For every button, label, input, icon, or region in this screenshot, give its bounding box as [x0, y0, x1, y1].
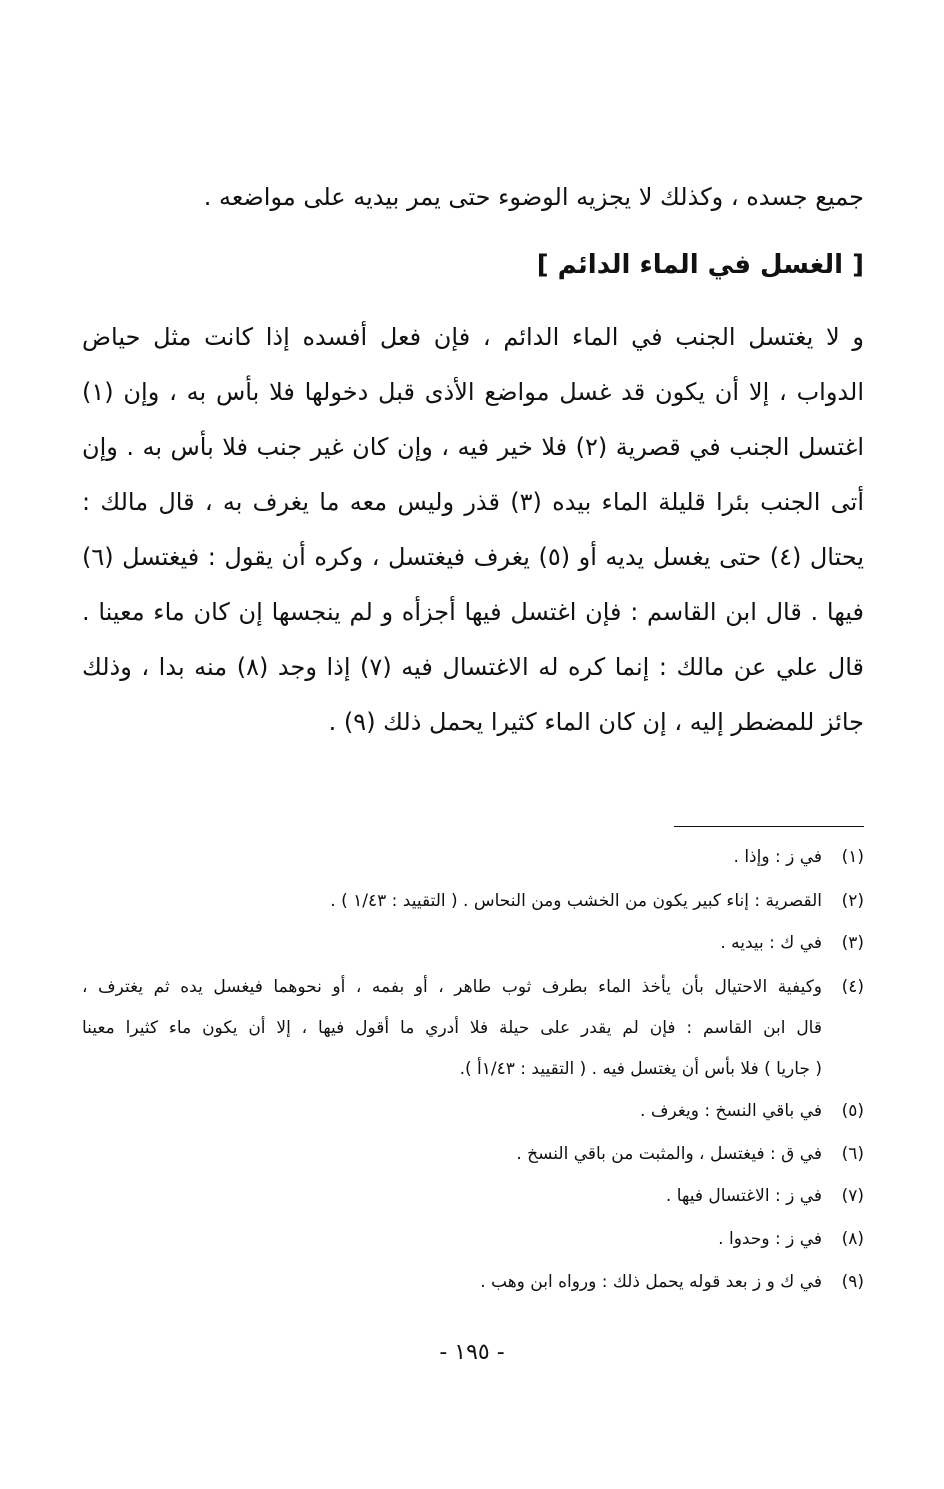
footnote-number: (٩) [841, 1272, 864, 1292]
paragraph-line: و لا يغتسل الجنب في الماء الدائم ، فإن فعل أفسده إذا كانت مثل حياض [82, 323, 864, 351]
footnote-text: في باقي النسخ : ويغرف . [640, 1101, 822, 1121]
paragraph-line: يحتال (٤) حتى يغسل يديه أو (٥) يغرف فيغتسل ، وكره أن يقول : فيغتسل (٦) [82, 543, 864, 571]
footnote-number: (٨) [841, 1229, 864, 1249]
footnote-3 [720, 929, 864, 957]
footnote-8 [718, 1225, 864, 1253]
footnote-number: (٤) [841, 977, 864, 997]
footnote-number: (٣) [841, 933, 864, 953]
footnote-4 [82, 973, 864, 1001]
footnote-text: في ك و ز بعد قوله يحمل ذلك : ورواه ابن وهب . [480, 1272, 822, 1292]
page-number: - ١٩٥ - [439, 1340, 505, 1365]
footnote-number: (٥) [841, 1101, 864, 1121]
paragraph-line: جائز للمضطر إليه ، إن كان الماء كثيرا يحمل ذلك (٩) . [328, 708, 864, 736]
paragraph-line: فيها . قال ابن القاسم : فإن اغتسل فيها أجزأه و لم ينجسها إن كان ماء معينا . [82, 598, 864, 626]
paragraph-line: أتى الجنب بئرا قليلة الماء بيده (٣) قذر وليس معه ما يغرف به ، قال مالك : [82, 488, 864, 516]
section-heading: [ الغسل في الماء الدائم ] [536, 250, 864, 280]
footnote-text: في ز : الاغتسال فيها . [665, 1186, 822, 1206]
footnote-4-continuation: ( جاريا ) فلا بأس أن يغتسل فيه . ( التقييد : ١/٤٣أ ). [459, 1059, 822, 1079]
footnote-9 [480, 1268, 864, 1296]
footnote-text: القصرية : إناء كبير يكون من الخشب ومن النحاس . ( التقييد : ١/٤٣ ) . [330, 891, 822, 911]
paragraph-line: الدواب ، إلا أن يكون قد غسل مواضع الأذى قبل دخولها فلا بأس به ، وإن (١) [82, 378, 864, 406]
footnote-separator [674, 826, 864, 827]
paragraph-line: قال علي عن مالك : إنما كره له الاغتسال فيه (٧) إذا وجد (٨) منه بدا ، وذلك [82, 653, 864, 681]
footnote-1 [734, 843, 864, 871]
opening-line: جميع جسده ، وكذلك لا يجزيه الوضوء حتى يمر بيديه على مواضعه . [203, 183, 864, 211]
footnote-7 [666, 1182, 864, 1210]
footnote-number: (٢) [841, 891, 864, 911]
footnote-6 [516, 1140, 864, 1168]
footnote-number: (٦) [841, 1144, 864, 1164]
footnote-text: وكيفية الاحتيال بأن يأخذ الماء بطرف ثوب طاهر ، أو بفمه ، أو نحوهما فيغسل يده ثم يغترف ، [82, 977, 822, 997]
footnote-text: في ز : وإذا . [733, 847, 822, 867]
footnote-text: في ق : فيغتسل ، والمثبت من باقي النسخ . [516, 1144, 822, 1164]
paragraph-line: اغتسل الجنب في قصرية (٢) فلا خير فيه ، وإن كان غير جنب فلا بأس به . وإن [82, 433, 864, 461]
footnote-4-continuation: قال ابن القاسم : فإن لم يقدر على حيلة فلا أدري ما أقول فيها ، إلا أن يكون ماء كثيرا معينا [82, 1018, 822, 1038]
footnote-2 [330, 887, 864, 915]
footnote-text: في ك : بيديه . [720, 933, 822, 953]
footnote-text: في ز : وحدوا . [718, 1229, 822, 1249]
footnote-number: (٧) [841, 1186, 864, 1206]
footnote-5 [640, 1097, 864, 1125]
footnote-number: (١) [841, 847, 864, 867]
